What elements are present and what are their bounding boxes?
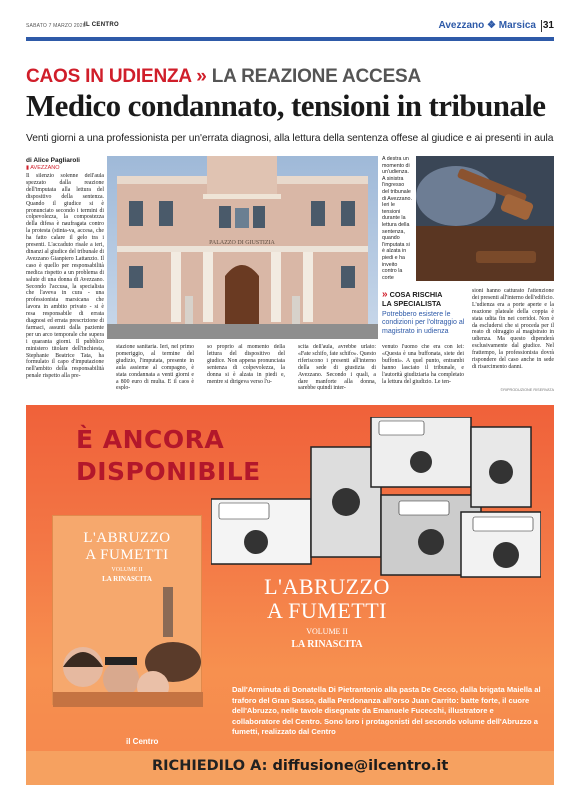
large-book-title-1: L'ABRUZZO <box>264 574 390 599</box>
location-pin-icon: ▮ <box>26 165 31 171</box>
article-column-5: venuto l'uomo che era con lei: «Questa è una buffonata, siete dei buffoni». A quel punto, entrambi hanno lasciato il tribunale, e l'autorità giudiziaria ha completato la lettura del giudizio. Le ten- <box>382 344 464 385</box>
small-book-title-1: L'ABRUZZO <box>83 530 171 546</box>
ad-title-line-1: È ANCORA <box>76 425 225 454</box>
page-number: 31 <box>542 20 554 31</box>
building-inscription: PALAZZO DI GIUSTIZIA <box>209 240 275 246</box>
ad-call-to-action <box>152 758 448 774</box>
header-rule <box>26 37 554 41</box>
sidebar-box-text: Potrebbero esistere le condizioni per l'oltraggio al magistrato in udienza <box>382 311 465 335</box>
copyright-notice: ©RIPRODUZIONE RISERVATA <box>500 388 554 392</box>
ad-description: Dall'Arminuta di Donatella Di Pietrantonio alla pasta De Cecco, dalla brigata Maiella al traforo del Gran Sasso, dalla Perdonanza all'orso Juan Carrito: batte forte, il cuore dell'Abruzzo, nelle tavole disegnate da Emanuele Fucecchi, illustratore e collaboratore del Centro. Sono loro i protagonisti del secondo volume dell'Abruzzo a fumetti, realizzato dal Centro <box>232 685 541 736</box>
kicker-grey: LA REAZIONE ACCESA <box>211 66 422 87</box>
large-book-volume: VOLUME II <box>306 627 348 636</box>
article-column-4: scita dell'aula, avrebbe urlato: «Fate schifo, fate schifo». Questo riferiscono i presenti all'interno della sede di giustizia di Avezzano. Secondo i quali, a dare manforte alla donna, sarebbe quindi inter- <box>298 344 376 390</box>
small-book-subtitle: LA RINASCITA <box>102 575 152 583</box>
ad-title-line-2: DISPONIBILE <box>76 457 261 486</box>
gavel-photo <box>416 156 554 281</box>
book-cover-large <box>242 575 412 675</box>
page-header <box>26 20 554 34</box>
box-title-line-1: COSA RISCHIA <box>389 290 443 299</box>
book-cover-small <box>52 515 202 705</box>
il-centro-logo: il Centro <box>126 737 159 746</box>
issue-date: SABATO 7 MARZO 2026 <box>26 23 86 29</box>
large-book-title-2: A FUMETTI <box>267 598 387 623</box>
comic-panels <box>211 417 541 582</box>
sidebar-box-title <box>382 291 442 308</box>
article-column-2: stazione sanitaria. Ieri, nel primo pomeriggio, al termine del giudizio, l'imputata, presente in aula assieme al compagno, è stata condannata a venti giorni e a 800 euro di multa. E il caos è esplo- <box>116 344 194 390</box>
small-book-title-2: A FUMETTI <box>85 547 169 563</box>
photo-caption: A destra un momento di un'udienza. A sinistra l'ingresso del tribunale di Avezzano. Ieri le tensioni durante la lettura della sentenza, quando l'imputata si è alzata in piedi e ha inveito contro la corte <box>382 156 412 281</box>
cta-label: RICHIEDILO A: <box>152 758 268 774</box>
cover-illustration <box>53 587 203 707</box>
large-book-subtitle: LA RINASCITA <box>291 639 363 650</box>
article-column-6: sioni hanno catturato l'attenzione dei presenti all'interno dell'edificio. L'udienza era a porte aperte e la reazione plateale della coppia è stata udita fin nei corridoi. Non è da escludersi che si proceda per il reato di oltraggio al magistrato in udienza. Ma questo dipenderà esclusivamente dal giudice. Nel frattempo, la professionista dovrà rispondere del caso anche in sede di risarcimento danni. <box>472 288 554 370</box>
article-kicker <box>26 66 421 88</box>
courthouse-photo <box>107 156 378 339</box>
section-name: Avezzano ❖ Marsica <box>438 20 536 31</box>
newspaper-name: IL CENTRO <box>84 22 119 28</box>
header-divider <box>541 20 542 32</box>
box-title-line-2: LA SPECIALISTA <box>382 298 442 308</box>
article-column-3: so proprio al momento della lettura del dispositivo del giudice. Non appena pronunciata sentenza di colpevolezza, la donna si è alzata in piedi e, mentre si dirigeva verso l'u- <box>207 344 285 385</box>
double-chevron-icon: » <box>382 289 388 300</box>
cta-email-link[interactable]: diffusione@ilcentro.it <box>272 758 449 774</box>
small-book-volume: VOLUME II <box>111 567 143 573</box>
article-column-1: Il silenzio solenne dell'aula spezzato dalla reazione dell'imputata alla lettura del dispositivo della sentenza. Quando il giudice si è pronunciato secondo i termini di colpevolezza, la compostezza della difesa è naufragata contro la protesta (stinta-va, accesa, che ha fatto calare il gelo tra i presenti. L'accaduto risale a ieri, dinanzi al giudice del tribunale di Avezzano Gianpiero Lattanzio. Il caso è quello per responsabilità medica rispetto a un problema di salute di una donna di Avezzano. Secondo l'accusa, la specialista che l'aveva in cura - una professionista marsicana che lavora in ambito privato - si è resa responsabile di errata diagnosi ed errata prescrizione di farmaci, assunti dalla paziente per un arco temporale che supera i quaranta giorni. Il pubblico ministero titolare dell'inchiesta, Stephanie Beatrice Tata, ha formulato il capo d'imputazione nell'ambito della responsabilità penale rispetto alla pre- <box>26 173 104 380</box>
kicker-red: CAOS IN UDIENZA <box>26 66 192 87</box>
dateline-text: AVEZZANO <box>30 165 60 171</box>
article-byline: di Alice Pagliaroli <box>26 157 80 164</box>
comic-book-advertisement <box>26 405 554 785</box>
article-headline: Medico condannato, tensioni in tribunale <box>26 88 546 123</box>
kicker-separator: » <box>196 66 207 87</box>
article-dateline <box>26 165 60 171</box>
article-subhead: Venti giorni a una professionista per un'errata diagnosi, alla lettura della sentenza offese al giudice e ai presenti in aula <box>26 133 554 144</box>
